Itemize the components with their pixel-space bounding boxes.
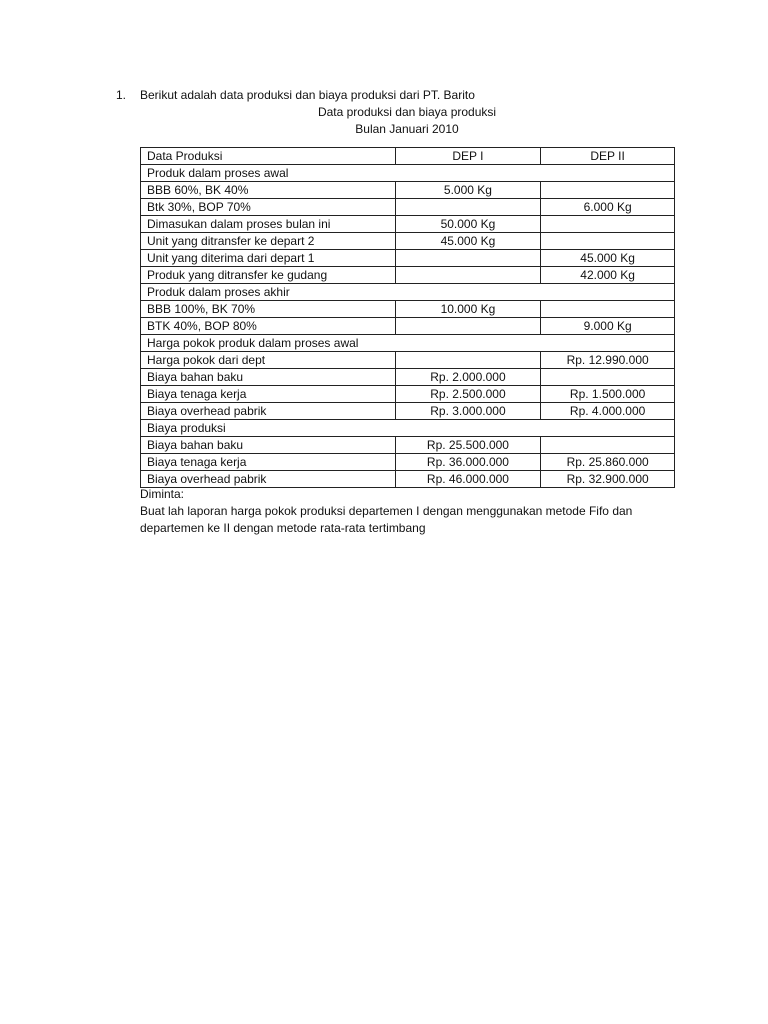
row-label: Unit yang ditransfer ke depart 2 — [141, 233, 396, 250]
dep-ii-value — [541, 233, 675, 250]
row-label: Harga pokok dari dept — [141, 352, 396, 369]
dep-ii-value — [541, 216, 675, 233]
dep-i-value: Rp. 25.500.000 — [395, 437, 541, 454]
row-label: BBB 100%, BK 70% — [141, 301, 396, 318]
table-row — [141, 318, 675, 335]
row-label: Dimasukan dalam proses bulan ini — [141, 216, 396, 233]
section-label: Produk dalam proses akhir — [141, 284, 675, 301]
dep-ii-value — [541, 182, 675, 199]
row-label: BTK 40%, BOP 80% — [141, 318, 396, 335]
row-label: Biaya tenaga kerja — [141, 454, 396, 471]
dep-i-value: Rp. 46.000.000 — [395, 471, 541, 488]
section-label: Produk dalam proses awal — [141, 165, 675, 182]
table-row — [141, 301, 675, 318]
dep-ii-value: Rp. 32.900.000 — [541, 471, 675, 488]
table-row — [141, 199, 675, 216]
row-label: Btk 30%, BOP 70% — [141, 199, 396, 216]
question-number: 1. — [116, 88, 127, 102]
dep-i-value — [395, 199, 541, 216]
table-row — [141, 454, 675, 471]
row-label: Biaya overhead pabrik — [141, 471, 396, 488]
dep-i-value: 5.000 Kg — [395, 182, 541, 199]
dep-i-value: 10.000 Kg — [395, 301, 541, 318]
dep-ii-value — [541, 369, 675, 386]
dep-i-value: Rp. 36.000.000 — [395, 454, 541, 471]
table-row — [141, 369, 675, 386]
dep-i-value — [395, 352, 541, 369]
row-label: Unit yang diterima dari depart 1 — [141, 250, 396, 267]
table-row — [141, 250, 675, 267]
column-header-data-produksi: Data Produksi — [141, 148, 396, 165]
table-section-row — [141, 420, 675, 437]
row-label: Biaya bahan baku — [141, 369, 396, 386]
table-row — [141, 403, 675, 420]
instruction-text: Buat lah laporan harga pokok produksi departemen I dengan menggunakan metode Fifo dan departemen ke II dengan metode rata-rata tertimbang — [140, 504, 633, 535]
dep-i-value: Rp. 3.000.000 — [395, 403, 541, 420]
table-body — [141, 165, 675, 488]
dep-ii-value: Rp. 12.990.000 — [541, 352, 675, 369]
table-row — [141, 216, 675, 233]
dep-ii-value: 9.000 Kg — [541, 318, 675, 335]
dep-i-value: 45.000 Kg — [395, 233, 541, 250]
dep-i-value: Rp. 2.000.000 — [395, 369, 541, 386]
table-section-row — [141, 284, 675, 301]
row-label: Biaya bahan baku — [141, 437, 396, 454]
table-row — [141, 182, 675, 199]
dep-ii-value: Rp. 1.500.000 — [541, 386, 675, 403]
dep-ii-value: 6.000 Kg — [541, 199, 675, 216]
table-header-row — [141, 148, 675, 165]
section-label: Harga pokok produk dalam proses awal — [141, 335, 675, 352]
row-label: BBB 60%, BK 40% — [141, 182, 396, 199]
dep-ii-value: Rp. 25.860.000 — [541, 454, 675, 471]
table-row — [141, 386, 675, 403]
dep-i-value: Rp. 2.500.000 — [395, 386, 541, 403]
dep-i-value: 50.000 Kg — [395, 216, 541, 233]
dep-ii-value — [541, 437, 675, 454]
table-section-row — [141, 165, 675, 182]
dep-i-value — [395, 250, 541, 267]
table-row — [141, 471, 675, 488]
dep-ii-value: 42.000 Kg — [541, 267, 675, 284]
table-row — [141, 437, 675, 454]
dep-i-value — [395, 267, 541, 284]
column-header-dep-ii: DEP II — [541, 148, 675, 165]
question-line — [116, 88, 475, 102]
row-label: Biaya tenaga kerja — [141, 386, 396, 403]
row-label: Biaya overhead pabrik — [141, 403, 396, 420]
dep-ii-value: Rp. 4.000.000 — [541, 403, 675, 420]
document-title: Data produksi dan biaya produksi — [317, 105, 497, 119]
dep-i-value — [395, 318, 541, 335]
dep-ii-value — [541, 301, 675, 318]
diminta-label: Diminta: — [140, 487, 185, 501]
column-header-dep-i: DEP I — [395, 148, 541, 165]
row-label: Produk yang ditransfer ke gudang — [141, 267, 396, 284]
table-section-row — [141, 335, 675, 352]
question-text: Berikut adalah data produksi dan biaya produksi dari PT. Barito — [140, 88, 475, 102]
section-label: Biaya produksi — [141, 420, 675, 437]
table-row — [141, 233, 675, 250]
production-data-table — [140, 147, 675, 488]
table-row — [141, 267, 675, 284]
dep-ii-value: 45.000 Kg — [541, 250, 675, 267]
document-subtitle: Bulan Januari 2010 — [355, 122, 459, 136]
table-row — [141, 352, 675, 369]
